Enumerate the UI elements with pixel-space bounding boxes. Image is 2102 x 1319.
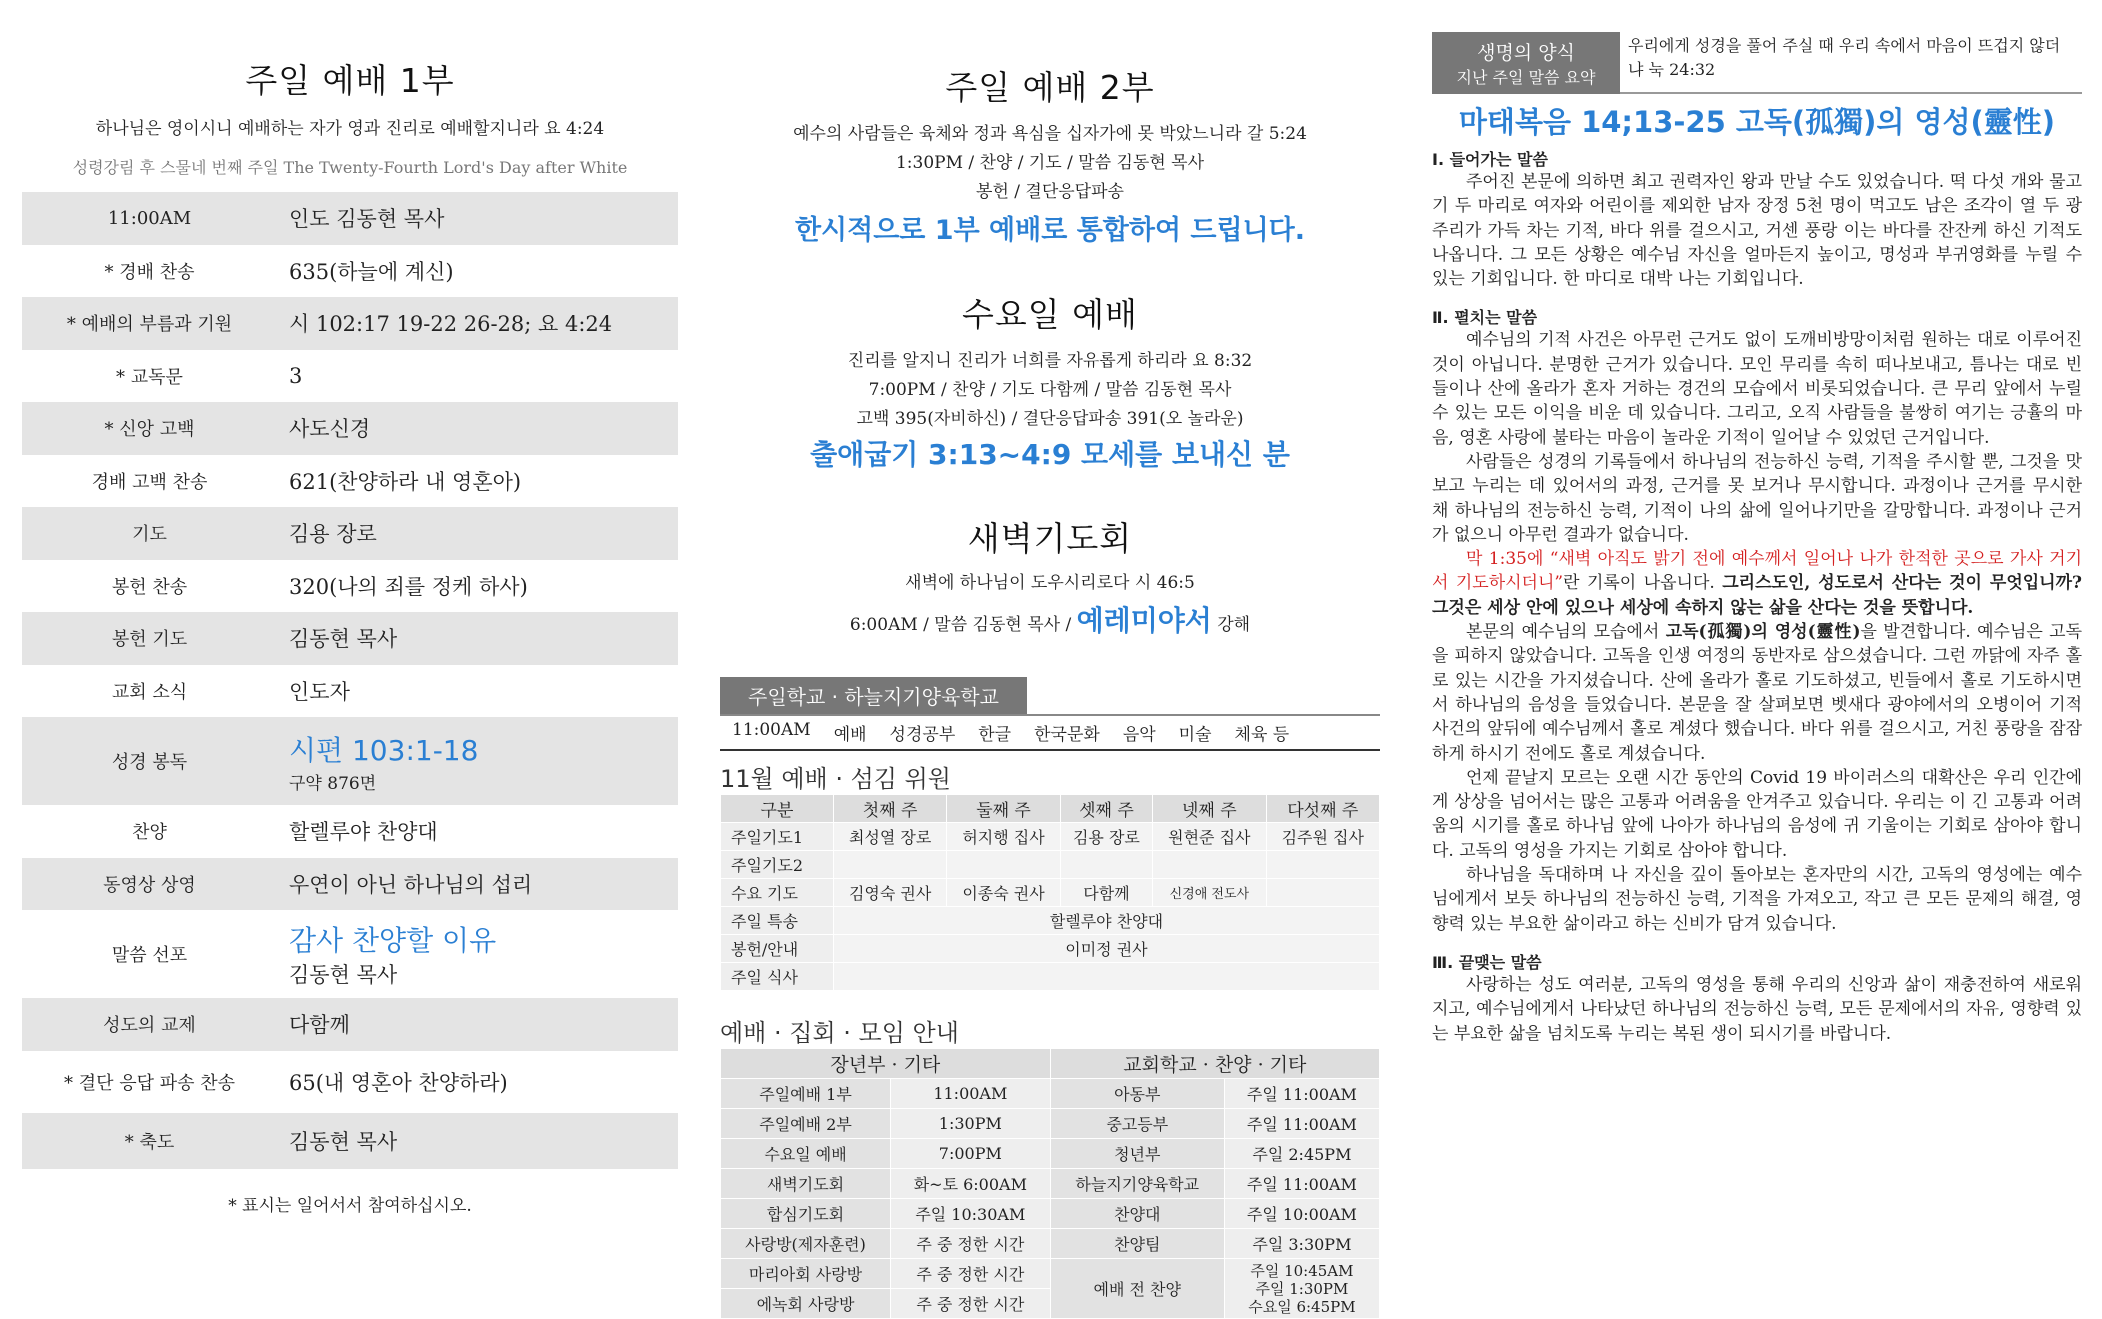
- section-heading: Ⅰ. 들어가는 말씀: [1432, 150, 1548, 169]
- order-row: [22, 455, 678, 508]
- order-label: * 교독문: [116, 366, 183, 388]
- meeting-time: 주일 10:30AM: [891, 1199, 1051, 1229]
- duty-row: [721, 963, 1380, 991]
- summary-emphasis: 고독(孤獨)의 영성(靈性): [1665, 622, 1861, 643]
- duty-cell: 김용 장로: [1060, 823, 1152, 851]
- summary-text: 본문의 예수님의 모습에서: [1466, 622, 1666, 643]
- school-item: 체육 등: [1234, 725, 1290, 745]
- summary-tag: [1432, 32, 1620, 94]
- summary-paragraph: 사람들은 성경의 기록들에서 하나님의 전능하신 능력, 기적을 주시할 뿐, 그것을 맛보고 누리는 데 있어서의 과정, 근거를 못 보거나 무시합니다. 과정이나 근거를 무시한 채 하나님의 전능하신 능력, 기적이 나의 삶에 일어나기만을 갈망합니다. 과정이나 근거가 없으니 아무런 결과가 없습니다.: [1432, 451, 2082, 545]
- order-row: [22, 192, 678, 245]
- duty-row: [721, 935, 1380, 963]
- standing-note: * 표시는 일어서서 참여하십시오.: [228, 1195, 472, 1216]
- meeting-time: 주일 2:45PM: [1224, 1139, 1379, 1169]
- duty-cell: 원현준 집사: [1153, 823, 1266, 851]
- order-value: 김동현 목사: [289, 1129, 398, 1154]
- wednesday-title: 수요일 예배: [962, 295, 1138, 334]
- order-label: 봉헌 기도: [111, 629, 188, 651]
- school-item: 한글: [978, 725, 1012, 745]
- school-item: 성경공부: [889, 725, 956, 745]
- duty-table: [720, 794, 1380, 991]
- order-label: * 축도: [124, 1131, 175, 1153]
- order-row: [22, 612, 678, 665]
- duty-header: 첫째 주: [833, 795, 946, 823]
- duty-cell: 최성열 장로: [833, 823, 946, 851]
- meeting-time: 화~토 6:00AM: [891, 1169, 1051, 1199]
- dawn-book: 예레미야서: [1076, 604, 1212, 637]
- meetings-header-left: 장년부 · 기타: [721, 1049, 1051, 1079]
- meeting-time: 11:00AM: [891, 1079, 1051, 1109]
- worship1-title: 주일 예배 1부: [245, 61, 455, 100]
- meeting-name: 청년부: [1050, 1139, 1224, 1169]
- worship-order: [22, 192, 678, 1169]
- wednesday-verse: 진리를 알지니 진리가 너희를 자유롭게 하리라 요 8:32: [847, 351, 1253, 371]
- order-label: 11:00AM: [107, 207, 192, 229]
- order-row: [22, 402, 678, 455]
- wednesday-info2: 고백 395(자비하신) / 결단응답파송 391(오 놀라운): [856, 409, 1244, 429]
- dawn-title: 새벽기도회: [967, 519, 1133, 558]
- meeting-name: 합심기도회: [721, 1199, 891, 1229]
- sermon-title: 감사 찬양할 이유: [289, 924, 497, 957]
- order-value: 시 102:17 19-22 26-28; 요 4:24: [289, 312, 613, 337]
- duty-cell: 신경애 전도사: [1153, 879, 1266, 907]
- order-value: 621(찬양하라 내 영혼아): [289, 469, 522, 494]
- duty-cell: 수요 기도: [721, 879, 834, 907]
- duty-header: 다섯째 주: [1266, 795, 1379, 823]
- worship2-title: 주일 예배 2부: [945, 68, 1155, 107]
- meeting-time: 주 중 정한 시간: [891, 1289, 1051, 1319]
- duty-header: 둘째 주: [947, 795, 1060, 823]
- duty-header: 구분: [721, 795, 834, 823]
- meeting-name: 주일예배 1부: [721, 1079, 891, 1109]
- meeting-name: 수요일 예배: [721, 1139, 891, 1169]
- duty-title: 11월 예배 · 섬김 위원: [720, 765, 951, 793]
- duty-cell: [833, 963, 1379, 991]
- order-label: 성경 봉독: [111, 752, 188, 773]
- order-label: 기도: [132, 524, 167, 546]
- order-row: [22, 1113, 678, 1169]
- order-value: 인도자: [289, 679, 350, 704]
- duty-cell: 주일 식사: [721, 963, 834, 991]
- reading-page: 구약 876면: [289, 773, 377, 794]
- duty-row: [721, 823, 1380, 851]
- summary-paragraph: [1432, 620, 2082, 766]
- order-row: [22, 560, 678, 613]
- order-label: 찬양: [132, 822, 167, 844]
- duty-cell: 주일 특송: [721, 907, 834, 935]
- order-label: 교회 소식: [111, 681, 188, 703]
- worship1-verse: 하나님은 영이시니 예배하는 자가 영과 진리로 예배할지니라 요 4:24: [95, 119, 605, 139]
- duty-cell: 이미정 권사: [833, 935, 1379, 963]
- summary-paragraph: 주어진 본문에 의하면 최고 권력자인 왕과 만날 수도 있었습니다. 떡 다섯 개와 물고기 두 마리로 여자와 어린이를 제외한 남자 장정 5천 명이 먹고도 남은 조각이 열 두 광주리가 가득 차는 기적, 바다 위를 걸으시고, 거센 풍랑 이는 바다를 잔잔케 하신 기적도 나옵니다. 그 모든 상황은 예수님 자신을 얼마든지 높이고, 명성과 부귀영화를 누릴 수 있는 기회입니다. 한 마디로 대박 나는 기회입니다.: [1432, 172, 2082, 290]
- order-label: * 결단 응답 파송 찬송: [64, 1072, 235, 1094]
- summary-title: 마태복음 14;13-25 고독(孤獨)의 영성(靈性): [1458, 105, 2056, 139]
- duty-cell: [1060, 851, 1152, 879]
- meetings-header-row: [721, 1049, 1380, 1079]
- duty-cell: 다함께: [1060, 879, 1152, 907]
- order-value: 320(나의 죄를 정케 하사): [289, 574, 528, 599]
- meeting-time: 주일 11:00AM: [1224, 1169, 1379, 1199]
- meetings-header-right: 교회학교 · 찬양 · 기타: [1050, 1049, 1379, 1079]
- order-value: 3: [289, 363, 303, 388]
- order-row: [22, 805, 678, 858]
- order-label: * 경배 찬송: [104, 261, 195, 283]
- dawn-time: 6:00AM / 말씀 김동현 목사 /: [849, 615, 1072, 635]
- order-label: 말씀 선포: [111, 945, 188, 966]
- order-row: [22, 245, 678, 298]
- duty-row: [721, 907, 1380, 935]
- school-item: 음악: [1122, 725, 1156, 745]
- duty-header: 넷째 주: [1153, 795, 1266, 823]
- summary-quote: 우리에게 성경을 풀어 주실 때 우리 속에서 마음이 뜨겁지 않더냐 눅 24:32: [1620, 32, 2082, 94]
- duty-cell: 주일기도2: [721, 851, 834, 879]
- order-row: [22, 350, 678, 403]
- summary-paragraph: 예수님의 기적 사건은 아무런 근거도 없이 도깨비방망이처럼 원하는 대로 이루어진 것이 아닙니다. 분명한 근거가 있습니다. 모인 무리를 속히 떠나보내고, 틈나는 대로 빈 들이나 산에 올라가 혼자 거하는 경건의 모습에서 비롯되었습니다. 큰 무리 앞에서 누릴 수 있는 모든 이익을 비운 데 있습니다. 그리고, 오직 사람들을 불쌍히 여기는 긍휼의 마음, 영혼 사랑에 불타는 마음이 놀라운 기적이 일어날 수 있었던 근거입니다.: [1432, 330, 2082, 448]
- meetings-row: [721, 1199, 1380, 1229]
- meeting-name: 에녹회 사랑방: [721, 1289, 891, 1319]
- order-value: 김동현 목사: [289, 627, 398, 652]
- meeting-name: 하늘지기양육학교: [1050, 1169, 1224, 1199]
- meeting-time: 주일 10:45AM: [1250, 1261, 1354, 1280]
- meeting-name: 중고등부: [1050, 1109, 1224, 1139]
- meeting-name: 주일예배 2부: [721, 1109, 891, 1139]
- duty-cell: [1266, 851, 1379, 879]
- school-item: 미술: [1178, 725, 1212, 745]
- meeting-time: 수요일 6:45PM: [1248, 1297, 1356, 1316]
- meeting-name: 마리아회 사랑방: [721, 1259, 891, 1289]
- schedule-column: [720, 0, 1380, 1319]
- meetings-row: [721, 1139, 1380, 1169]
- wednesday-info: 7:00PM / 찬양 / 기도 다함께 / 말씀 김동현 목사: [868, 380, 1232, 400]
- wednesday-banner: 출애굽기 3:13~4:9 모세를 보내신 분: [810, 438, 1290, 471]
- duty-cell: 허지행 집사: [947, 823, 1060, 851]
- order-row: [22, 665, 678, 718]
- worship2-info: 1:30PM / 찬양 / 기도 / 말씀 김동현 목사: [895, 153, 1205, 173]
- dawn-info: [720, 599, 1380, 639]
- order-label: * 예배의 부름과 기원: [66, 314, 233, 336]
- duty-row: [721, 851, 1380, 879]
- order-row-reading: [22, 717, 678, 805]
- worship2-verse: 예수의 사람들은 육체와 정과 욕심을 십자가에 못 박았느니라 갈 5:24: [793, 124, 1307, 144]
- summary-paragraph: 하나님을 독대하며 나 자신을 깊이 돌아보는 혼자만의 시간, 고독의 영성에는 예수님에게서 보듯 하나님의 전능하신 능력, 기적을 가져오고, 작고 큰 모든 문제의 해결, 영향력 있는 부요한 삶이라고 하는 신비가 담겨 있습니다.: [1432, 865, 2082, 934]
- order-row: [22, 297, 678, 350]
- meetings-row: [721, 1169, 1380, 1199]
- dawn-verse: 새벽에 하나님이 도우시리로다 시 46:5: [905, 573, 1195, 593]
- section-heading: Ⅱ. 펼치는 말씀: [1432, 308, 1538, 328]
- order-label: 동영상 상영: [103, 874, 196, 896]
- duty-cell: 할렐루야 찬양대: [833, 907, 1379, 935]
- meeting-name: 새벽기도회: [721, 1169, 891, 1199]
- order-label: * 신앙 고백: [104, 419, 195, 441]
- meeting-time: 주일 1:30PM: [1255, 1279, 1349, 1298]
- order-value: [277, 729, 678, 794]
- sermon-summary-column: [1432, 32, 2082, 1046]
- order-value: 65(내 영혼아 찬양하라): [289, 1070, 508, 1095]
- meetings-row: [721, 1109, 1380, 1139]
- duty-header: 셋째 주: [1060, 795, 1152, 823]
- duty-row: [721, 879, 1380, 907]
- worship2-info2: 봉헌 / 결단응답파송: [976, 182, 1124, 202]
- order-label: 경배 고백 찬송: [91, 471, 208, 493]
- duty-header-row: [721, 795, 1380, 823]
- meetings-table: [720, 1048, 1380, 1319]
- meetings-row: [721, 1229, 1380, 1259]
- school-item: 11:00AM: [732, 720, 811, 740]
- school-header: [720, 677, 1380, 716]
- order-value: 다함께: [289, 1013, 350, 1038]
- scripture-quote: 막 1:35에 “새벽 아직도 밝기 전에 예수께서 일어나 나가 한적한 곳으로 가사 거기서 기도하시더니”: [1432, 549, 2082, 594]
- summary-emphasis: 그리스도인, 성도로서 산다는 것이 무엇입니까? 그것은 세상 안에 있으나 세상에 속하지 않는 삶을 산다는 것을 뜻합니다.: [1432, 573, 2082, 618]
- summary-header: [1432, 32, 2082, 94]
- duty-cell: 이종숙 권사: [947, 879, 1060, 907]
- order-value: 김용 장로: [289, 522, 377, 547]
- order-value: 할렐루야 찬양대: [289, 820, 438, 845]
- meetings-row: [721, 1259, 1380, 1289]
- dawn-suffix: 강해: [1217, 615, 1251, 635]
- summary-tag-title: 생명의 양식: [1477, 42, 1575, 64]
- meeting-name: 찬양대: [1050, 1199, 1224, 1229]
- school-bar: 주일학교 · 하늘지기양육학교: [720, 677, 1027, 714]
- meeting-time: 주일 11:00AM: [1224, 1079, 1379, 1109]
- summary-paragraph: 언제 끝날지 모르는 오랜 시간 동안의 Covid 19 바이러스의 대확산은 우리 인간에게 상상을 넘어서는 많은 고통과 어려움을 안겨주고 있습니다. 우리는 이 긴 고통과 어려움의 시기를 홀로 하나님 앞에 나아가 하나님의 음성에 귀 기울이는 기회로 삼아야 합니다. 고독의 영성을 가지는 기회로 삼아야 합니다.: [1432, 767, 2082, 861]
- meeting-name: 찬양팀: [1050, 1229, 1224, 1259]
- section-heading: Ⅲ. 끝맺는 말씀: [1432, 952, 1542, 972]
- duty-cell: 봉헌/안내: [721, 935, 834, 963]
- worship1-season: 성령강림 후 스물네 번째 주일 The Twenty-Fourth Lord's Day after White: [72, 158, 628, 177]
- order-label: 성도의 교제: [103, 1015, 196, 1037]
- meetings-row: [721, 1079, 1380, 1109]
- order-row-sermon: [22, 910, 678, 998]
- duty-cell: [1153, 851, 1266, 879]
- order-row: [22, 998, 678, 1051]
- duty-cell: 김주원 집사: [1266, 823, 1379, 851]
- order-row: [22, 507, 678, 560]
- meeting-time: 주 중 정한 시간: [891, 1259, 1051, 1289]
- school-item: 예배: [833, 725, 867, 745]
- worship1-column: [22, 0, 678, 1216]
- summary-paragraph: [1432, 547, 2082, 620]
- order-value: 사도신경: [289, 417, 371, 442]
- meeting-time-list: [1224, 1259, 1379, 1319]
- meeting-name: 예배 전 찬양: [1050, 1259, 1224, 1319]
- order-value: 우연이 아닌 하나님의 섭리: [289, 872, 533, 897]
- duty-cell: 주일기도1: [721, 823, 834, 851]
- duty-cell: [1266, 879, 1379, 907]
- school-item: 한국문화: [1034, 725, 1100, 745]
- order-row: [22, 858, 678, 911]
- order-value: [277, 919, 678, 989]
- duty-cell: 김영숙 권사: [833, 879, 946, 907]
- worship2-banner: 한시적으로 1부 예배로 통합하여 드립니다.: [794, 215, 1306, 246]
- meeting-name: 사랑방(제자훈련): [721, 1229, 891, 1259]
- order-value: 인도 김동현 목사: [289, 207, 445, 232]
- order-row: [22, 1051, 678, 1113]
- meeting-time: 주 중 정한 시간: [891, 1229, 1051, 1259]
- summary-paragraph: 사랑하는 성도 여러분, 고독의 영성을 통해 우리의 신앙과 삶이 재충전하여 새로워지고, 예수님에게서 나타났던 하나님의 전능하신 능력, 모든 문제에서의 자유, 영향력 있는 부요한 삶을 넘치도록 누리는 복된 생이 되시기를 바랍니다.: [1432, 974, 2082, 1044]
- meetings-title: 예배 · 집회 · 모임 안내: [720, 1019, 959, 1047]
- duty-cell: [947, 851, 1060, 879]
- order-value: 635(하늘에 계신): [289, 259, 454, 284]
- meeting-time: 7:00PM: [891, 1139, 1051, 1169]
- summary-text: 을 발견합니다. 예수님은 고독을 피하지 않았습니다. 고독을 인생 여정의 동반자로 삼으셨습니다. 그런 까닭에 자주 홀로 있는 시간을 가지셨습니다. 산에 올라가 홀로 기도하셨고, 빈들에서 홀로 기도하시면서 하나님의 음성을 들었습니다. 본문을 잘 살펴보면 벳새다 광야에서의 오병이어 기적 사건의 앞뒤에 예수님께서 홀로 계셨다 했습니다. 바다 위를 걸으시고, 거친 풍랑을 잠잠하게 하시기 전에도 홀로 계셨습니다.: [1432, 622, 2083, 764]
- meeting-name: 아동부: [1050, 1079, 1224, 1109]
- order-label: 봉헌 찬송: [111, 576, 188, 598]
- meeting-time: 주일 10:00AM: [1224, 1199, 1379, 1229]
- sermon-preacher: 김동현 목사: [289, 963, 398, 987]
- reading-passage: 시편 103:1-18: [289, 733, 479, 767]
- summary-text: 란 기록이 나옵니다.: [1563, 573, 1723, 594]
- school-items: [720, 716, 1380, 751]
- meeting-time: 1:30PM: [891, 1109, 1051, 1139]
- meeting-time: 주일 3:30PM: [1224, 1229, 1379, 1259]
- duty-cell: [833, 851, 946, 879]
- summary-tag-subtitle: 지난 주일 말씀 요약: [1456, 68, 1596, 87]
- meeting-time: 주일 11:00AM: [1224, 1109, 1379, 1139]
